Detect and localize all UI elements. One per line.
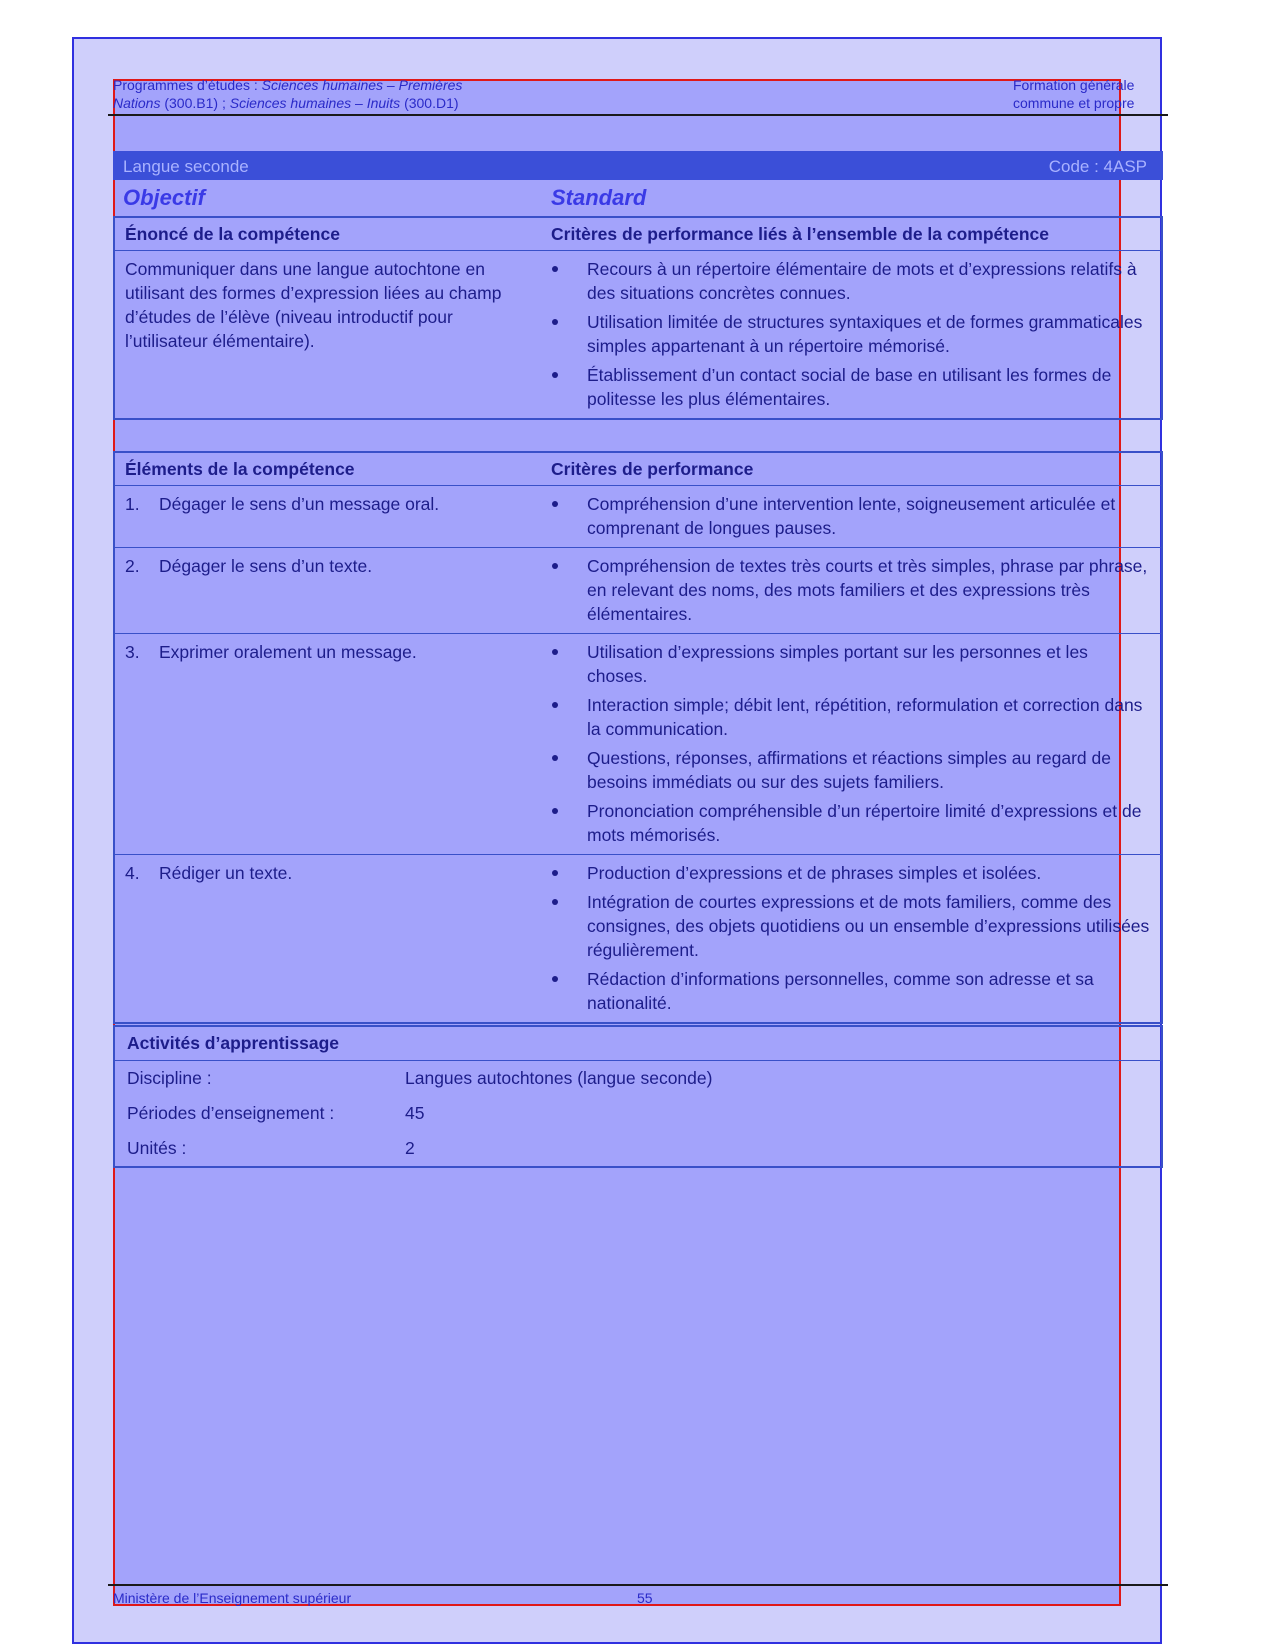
activity-row (114, 1131, 1162, 1167)
element-row (114, 548, 1162, 634)
header-sciences-humaines: Sciences humaines (261, 77, 384, 93)
objectif-heading: Objectif (123, 185, 205, 210)
footer-page-number: 55 (637, 1590, 653, 1606)
criterion-item: Interaction simple; débit lent, répétition, reformulation et correction dans la communication. (551, 693, 1153, 741)
element-criteria-cell (541, 634, 1162, 855)
element-criteria-cell (541, 855, 1162, 1024)
criterion-item: Utilisation d’expressions simples portant sur les personnes et les choses. (551, 640, 1153, 688)
activities-header: Activités d’apprentissage (114, 1026, 1162, 1061)
activity-value: 2 (405, 1138, 415, 1158)
running-header-line1 (113, 77, 462, 93)
competence-right-header: Critères de performance liés à l’ensemble de la compétence (541, 217, 1162, 251)
activity-label: Unités : (127, 1138, 187, 1158)
competence-criteria-cell (541, 251, 1162, 420)
activities-header-row (114, 1026, 1162, 1061)
header-separator: – (351, 95, 367, 111)
header-code-d1: (300.D1) (400, 95, 459, 111)
element-label (114, 486, 541, 548)
criterion-item: Compréhension d’une intervention lente, soigneusement articulée et comprenant de longues pauses. (551, 492, 1153, 540)
element-label (114, 634, 541, 855)
header-rule (108, 114, 1168, 116)
elements-left-header: Éléments de la compétence (114, 452, 541, 486)
elements-header-row (114, 452, 1162, 486)
title-band (113, 151, 1163, 180)
header-code-b1: (300.B1) ; (160, 95, 230, 111)
criterion-item: Questions, réponses, affirmations et réactions simples au regard de besoins immédiats ou sur des sujets familiers. (551, 746, 1153, 794)
criterion-item: Utilisation limitée de structures syntaxiques et de formes grammaticales simples appartenant à un répertoire mémorisé. (551, 310, 1153, 358)
header-sciences-humaines: Sciences humaines (229, 95, 352, 111)
competence-header-row (114, 217, 1162, 251)
activity-row (114, 1096, 1162, 1131)
element-text: Rédiger un texte. (159, 863, 293, 883)
header-right-line1: Formation générale (1013, 77, 1135, 93)
footer-rule (108, 1584, 1168, 1586)
element-number: 2. (125, 556, 140, 576)
element-text: Exprimer oralement un message. (159, 642, 417, 662)
activity-value: Langues autochtones (langue seconde) (405, 1068, 713, 1088)
element-criteria-cell (541, 548, 1162, 634)
competence-left-header: Énoncé de la compétence (114, 217, 541, 251)
criterion-item: Prononciation compréhensible d’un répertoire limité d’expressions et de mots mémorisés. (551, 799, 1153, 847)
element-criteria-list (551, 640, 1153, 847)
element-criteria-list (551, 492, 1153, 540)
element-row (114, 855, 1162, 1024)
element-row (114, 486, 1162, 548)
header-separator: : (249, 77, 262, 93)
element-text: Dégager le sens d’un texte. (159, 556, 373, 576)
activity-label: Périodes d’enseignement : (127, 1103, 335, 1123)
element-criteria-cell (541, 486, 1162, 548)
band-title: Langue seconde (123, 157, 249, 176)
header-premieres: Premières (398, 77, 463, 93)
header-programs-label: Programmes d’études (113, 77, 250, 93)
element-number: 3. (125, 642, 140, 662)
element-number: 4. (125, 863, 140, 883)
element-label (114, 855, 541, 1024)
element-criteria-list (551, 554, 1153, 626)
criterion-item: Recours à un répertoire élémentaire de mots et d’expressions relatifs à des situations concrètes connues. (551, 257, 1153, 305)
header-separator: – (383, 77, 399, 93)
competence-criteria-list (551, 257, 1153, 411)
elements-table (113, 451, 1163, 1024)
element-label (114, 548, 541, 634)
elements-right-header: Critères de performance (541, 452, 1162, 486)
competence-statement: Communiquer dans une langue autochtone en utilisant des formes d’expression liées au champ d’études de l’élève (niveau introductif pour l’utilisateur élémentaire). (114, 251, 541, 420)
criterion-item: Rédaction d’informations personnelles, comme son adresse et sa nationalité. (551, 967, 1153, 1015)
criterion-item: Compréhension de textes très courts et très simples, phrase par phrase, en relevant des noms, des mots familiers et des expressions très élémentaires. (551, 554, 1153, 626)
activities-table (113, 1025, 1163, 1168)
header-nations: Nations (113, 95, 161, 111)
footer-ministry: Ministère de l’Enseignement supérieur (113, 1590, 352, 1606)
competence-row (114, 251, 1162, 420)
competence-table (113, 216, 1163, 420)
criterion-item: Production d’expressions et de phrases simples et isolées. (551, 861, 1153, 885)
element-number: 1. (125, 494, 140, 514)
band-code: Code : 4ASP (1048, 157, 1147, 176)
element-text: Dégager le sens d’un message oral. (159, 494, 440, 514)
activity-row (114, 1061, 1162, 1097)
element-row (114, 634, 1162, 855)
header-inuits: Inuits (366, 95, 401, 111)
activity-value: 45 (405, 1103, 425, 1123)
element-criteria-list (551, 861, 1153, 1015)
activity-label: Discipline : (127, 1068, 212, 1088)
standard-heading: Standard (551, 185, 647, 210)
criterion-item: Établissement d’un contact social de base en utilisant les formes de politesse les plus élémentaires. (551, 363, 1153, 411)
running-header-line2 (113, 95, 459, 111)
criterion-item: Intégration de courtes expressions et de mots familiers, comme des consignes, des objets quotidiens ou un ensemble d’expressions utilisées régulièrement. (551, 890, 1153, 962)
header-right-line2: commune et propre (1013, 95, 1135, 111)
